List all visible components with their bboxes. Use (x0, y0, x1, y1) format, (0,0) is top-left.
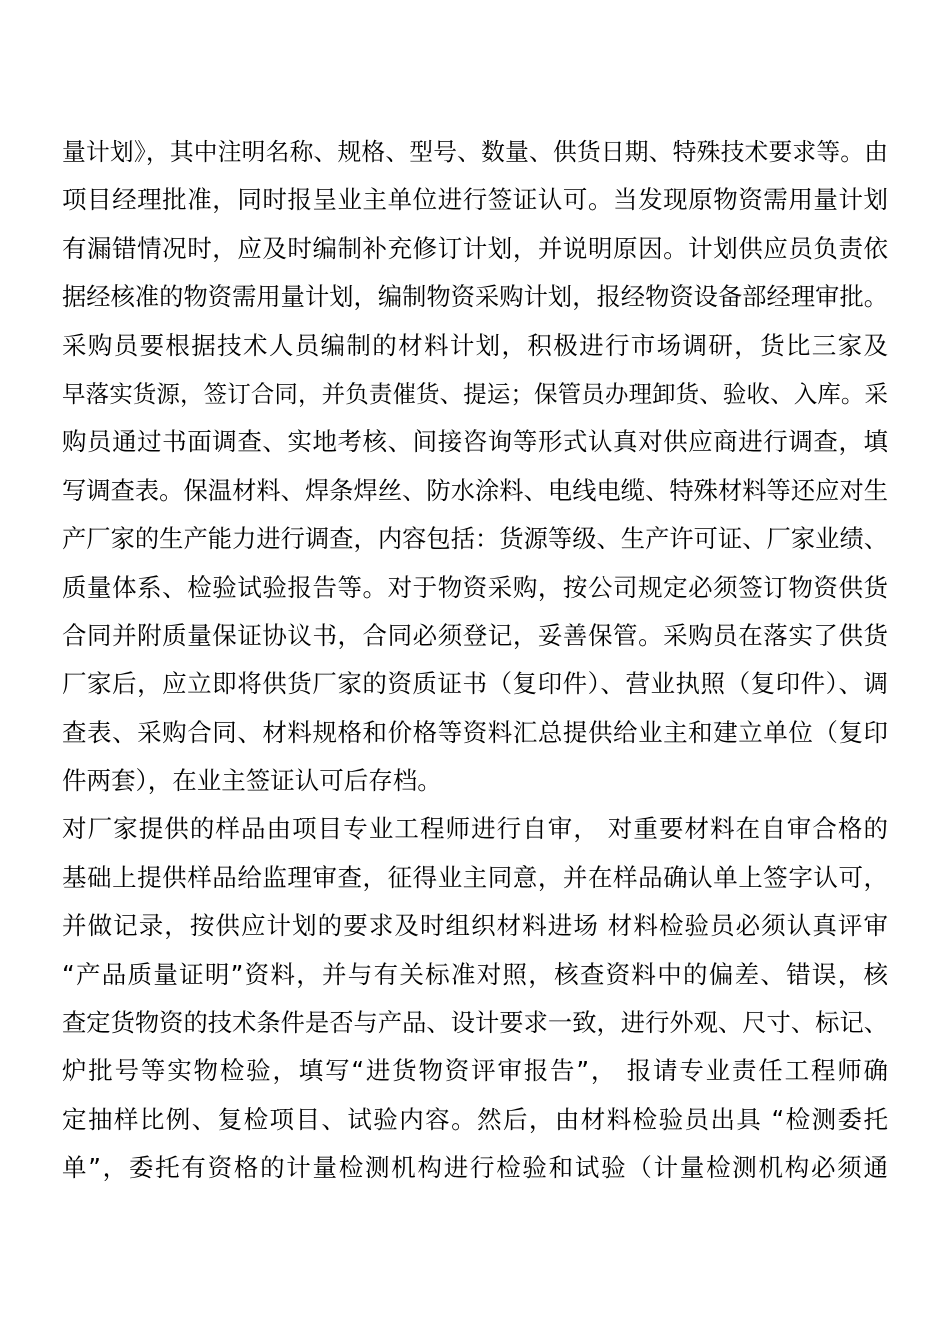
text-line: 并做记录，按供应计划的要求及时组织材料进场 材料检验员必须认真评审 (62, 911, 888, 941)
text-line: 对厂家提供的样品由项目专业工程师进行自审， 对重要材料在自审合格的 (62, 814, 888, 844)
text-line: 基础上提供样品给监理审查，征得业主同意，并在样品确认单上签字认可， (62, 862, 888, 892)
text-line: 量计划》，其中注明名称、规格、型号、数量、供货日期、特殊技术要求等。由 (62, 138, 888, 166)
text-line: 据经核准的物资需用量计划，编制物资采购计划，报经物资设备部经理审批。 (62, 282, 888, 312)
text-line: 单”，委托有资格的计量检测机构进行检验和试验（计量检测机构必须通 (62, 1153, 888, 1183)
text-line: 有漏错情况时，应及时编制补充修订计划，并说明原因。计划供应员负责依 (62, 233, 888, 263)
text-line: 定抽样比例、复检项目、试验内容。然后，由材料检验员出具 “检测委托 (62, 1104, 888, 1134)
text-line: 项目经理批准，同时报呈业主单位进行签证认可。当发现原物资需用量计划 (62, 185, 888, 215)
text-line: 厂家后，应立即将供货厂家的资质证书（复印件）、营业执照（复印件）、调 (62, 669, 888, 699)
text-line: 查表、采购合同、材料规格和价格等资料汇总提供给业主和建立单位（复印 (62, 717, 888, 747)
text-line: 产厂家的生产能力进行调查，内容包括：货源等级、生产许可证、厂家业绩、 (62, 524, 888, 554)
text-line: 写调查表。保温材料、焊条焊丝、防水涂料、电线电缆、特殊材料等还应对生 (62, 475, 888, 505)
text-line: 购员通过书面调查、实地考核、间接咨询等形式认真对供应商进行调查，填 (62, 427, 888, 457)
text-line: 查定货物资的技术条件是否与产品、设计要求一致，进行外观、尺寸、标记、 (62, 1008, 888, 1038)
text-line: 合同并附质量保证协议书，合同必须登记，妥善保管。采购员在落实了供货 (62, 620, 888, 650)
text-line: 早落实货源，签订合同，并负责催货、提运；保管员办理卸货、验收、入库。采 (62, 379, 888, 408)
text-line: 质量体系、检验试验报告等。对于物资采购，按公司规定必须签订物资供货 (62, 572, 888, 602)
text-line: 采购员要根据技术人员编制的材料计划，积极进行市场调研，货比三家及 (62, 330, 888, 360)
text-line: 件两套），在业主签证认可后存档。 (62, 766, 442, 796)
text-line: 炉批号等实物检验，填写“进货物资评审报告”， 报请专业责任工程师确 (62, 1056, 888, 1086)
body-text (62, 128, 888, 1193)
text-line: “产品质量证明”资料，并与有关标准对照，核查资料中的偏差、错误，核 (62, 959, 888, 989)
